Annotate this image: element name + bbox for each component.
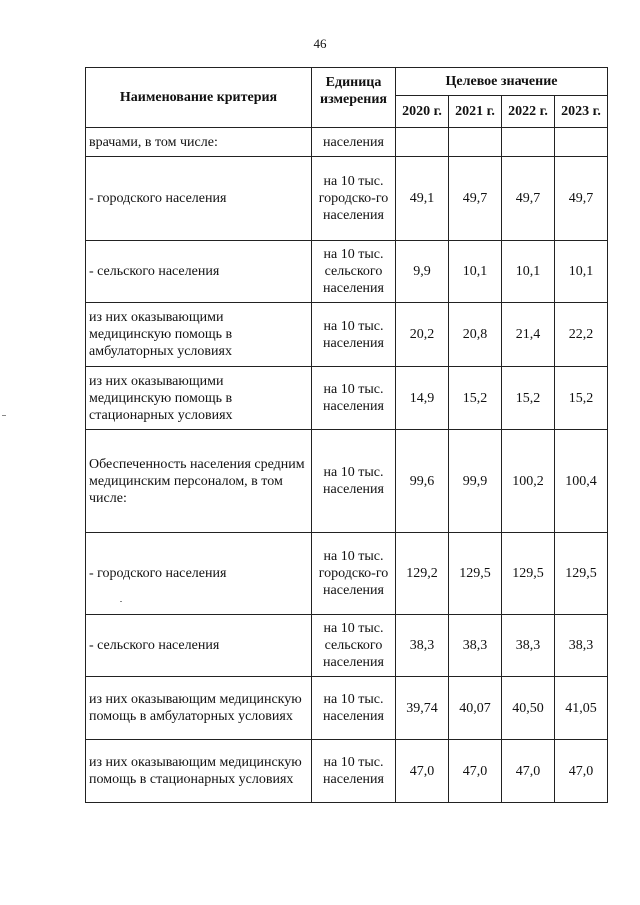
- value-cell: 15,2: [502, 367, 555, 430]
- table-row: [86, 367, 608, 430]
- table-row: [86, 740, 608, 803]
- table-row: [86, 241, 608, 303]
- value-cell: 99,9: [449, 430, 502, 533]
- page-number: 46: [313, 36, 327, 51]
- value-cell: 49,7: [555, 157, 608, 241]
- value-cell: 49,1: [396, 157, 449, 241]
- scan-mark: [2, 415, 6, 416]
- unit-cell: на 10 тыс. населения: [312, 430, 396, 533]
- value-cell: 39,74: [396, 677, 449, 740]
- table-row: [86, 128, 608, 157]
- criterion-cell: - сельского населения: [86, 241, 312, 303]
- table-body: [86, 128, 608, 803]
- value-cell: 10,1: [502, 241, 555, 303]
- unit-cell: населения: [312, 128, 396, 157]
- header-year-2021: 2021 г.: [449, 96, 502, 128]
- value-cell: 100,2: [502, 430, 555, 533]
- value-cell: 129,5: [502, 533, 555, 615]
- value-cell: 21,4: [502, 303, 555, 367]
- scan-mark: [120, 601, 122, 602]
- value-cell: [502, 128, 555, 157]
- criterion-cell: - сельского населения: [86, 615, 312, 677]
- value-cell: 47,0: [502, 740, 555, 803]
- value-cell: [449, 128, 502, 157]
- value-cell: 47,0: [396, 740, 449, 803]
- value-cell: 129,5: [449, 533, 502, 615]
- criterion-cell: из них оказывающими медицинскую помощь в амбулаторных условиях: [86, 303, 312, 367]
- criterion-cell: - городского населения: [86, 533, 312, 615]
- criterion-cell: из них оказывающим медицинскую помощь в амбулаторных условиях: [86, 677, 312, 740]
- value-cell: 14,9: [396, 367, 449, 430]
- unit-cell: на 10 тыс. сельского населения: [312, 615, 396, 677]
- header-year-2022: 2022 г.: [502, 96, 555, 128]
- value-cell: [396, 128, 449, 157]
- criterion-cell: врачами, в том числе:: [86, 128, 312, 157]
- value-cell: 129,2: [396, 533, 449, 615]
- value-cell: 15,2: [449, 367, 502, 430]
- value-cell: 40,07: [449, 677, 502, 740]
- unit-cell: на 10 тыс. населения: [312, 303, 396, 367]
- value-cell: 9,9: [396, 241, 449, 303]
- unit-cell: на 10 тыс. населения: [312, 677, 396, 740]
- criterion-cell: из них оказывающими медицинскую помощь в стационарных условиях: [86, 367, 312, 430]
- value-cell: 38,3: [449, 615, 502, 677]
- value-cell: 38,3: [396, 615, 449, 677]
- unit-cell: на 10 тыс. сельского населения: [312, 241, 396, 303]
- header-criterion: Наименование критерия: [86, 68, 312, 128]
- value-cell: 41,05: [555, 677, 608, 740]
- criterion-cell: из них оказывающим медицинскую помощь в стационарных условиях: [86, 740, 312, 803]
- table-row: [86, 157, 608, 241]
- value-cell: 10,1: [555, 241, 608, 303]
- header-year-2020: 2020 г.: [396, 96, 449, 128]
- value-cell: 49,7: [449, 157, 502, 241]
- value-cell: 20,2: [396, 303, 449, 367]
- table-row: [86, 533, 608, 615]
- unit-cell: на 10 тыс. населения: [312, 740, 396, 803]
- value-cell: 47,0: [449, 740, 502, 803]
- value-cell: [555, 128, 608, 157]
- value-cell: 10,1: [449, 241, 502, 303]
- value-cell: 22,2: [555, 303, 608, 367]
- value-cell: 38,3: [502, 615, 555, 677]
- table-row: [86, 677, 608, 740]
- value-cell: 38,3: [555, 615, 608, 677]
- table-row: [86, 430, 608, 533]
- value-cell: 40,50: [502, 677, 555, 740]
- value-cell: 129,5: [555, 533, 608, 615]
- unit-cell: на 10 тыс. населения: [312, 367, 396, 430]
- table-row: [86, 615, 608, 677]
- criterion-cell: Обеспеченность населения средним медицинским персоналом, в том числе:: [86, 430, 312, 533]
- value-cell: 99,6: [396, 430, 449, 533]
- value-cell: 20,8: [449, 303, 502, 367]
- unit-cell: на 10 тыс. городско-го населения: [312, 157, 396, 241]
- table-row: [86, 303, 608, 367]
- header-row-top: [86, 68, 608, 96]
- header-target: Целевое значение: [396, 68, 608, 96]
- criterion-cell: - городского населения: [86, 157, 312, 241]
- unit-cell: на 10 тыс. городско-го населения: [312, 533, 396, 615]
- value-cell: 15,2: [555, 367, 608, 430]
- value-cell: 47,0: [555, 740, 608, 803]
- value-cell: 100,4: [555, 430, 608, 533]
- header-unit: Единица измерения: [312, 68, 396, 128]
- header-year-2023: 2023 г.: [555, 96, 608, 128]
- criteria-table: [85, 67, 608, 803]
- value-cell: 49,7: [502, 157, 555, 241]
